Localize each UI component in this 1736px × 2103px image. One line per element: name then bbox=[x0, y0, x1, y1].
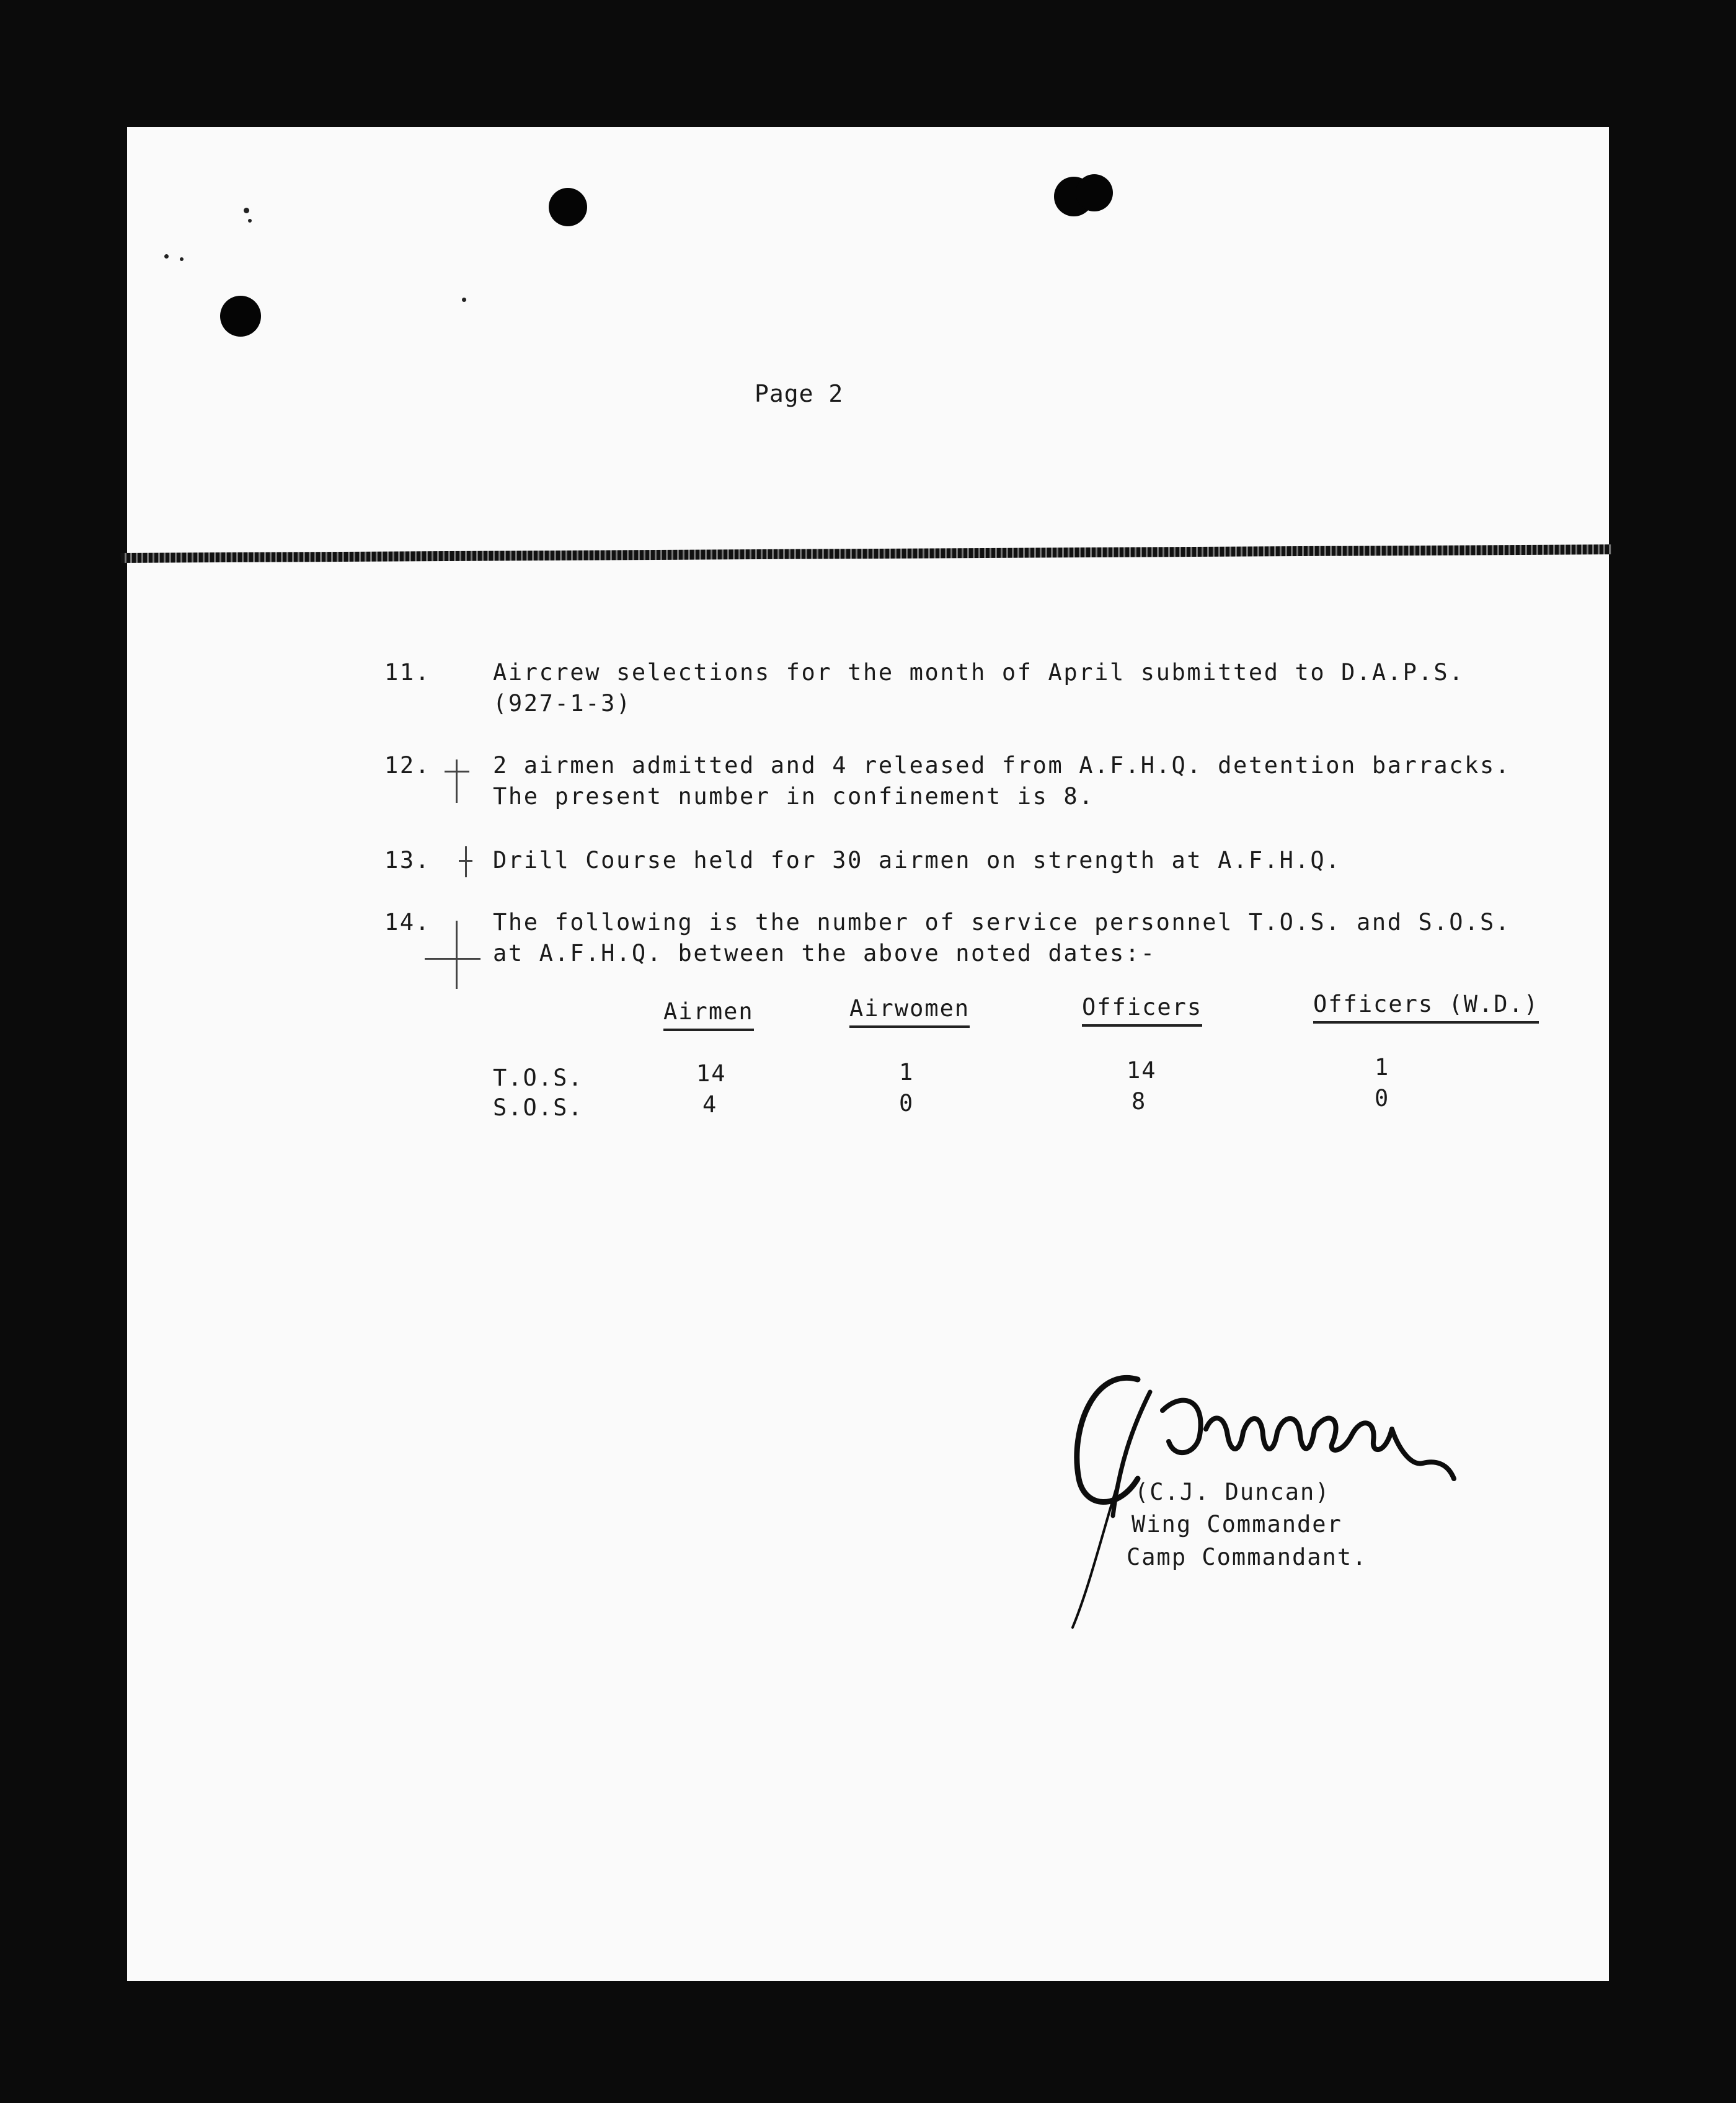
table-cell: 0 bbox=[1375, 1085, 1390, 1112]
paragraph-number: 11. bbox=[384, 659, 431, 686]
table-cell: 8 bbox=[1132, 1088, 1147, 1115]
table-cell: 4 bbox=[702, 1091, 718, 1118]
document-page bbox=[127, 127, 1609, 1981]
pencil-tick-mark bbox=[456, 759, 458, 803]
paragraph-text bbox=[493, 750, 1547, 812]
dust-speck bbox=[180, 257, 184, 261]
dust-speck bbox=[244, 208, 249, 213]
table-cell: 1 bbox=[899, 1059, 914, 1086]
dust-speck bbox=[462, 298, 466, 302]
paragraph-number: 14. bbox=[384, 909, 431, 936]
text-line: Aircrew selections for the month of April submitted to D.A.P.S. bbox=[493, 659, 1465, 686]
dust-speck bbox=[248, 219, 252, 223]
signatory-title: Camp Commandant. bbox=[1127, 1544, 1368, 1570]
page-number: Page 2 bbox=[755, 380, 844, 407]
text-line: at A.F.H.Q. between the above noted dates:- bbox=[493, 940, 1156, 967]
table-header-airmen: Airmen bbox=[663, 998, 754, 1025]
horizontal-rule bbox=[121, 544, 1612, 563]
table-cell: 14 bbox=[1127, 1057, 1157, 1084]
pencil-tick-mark bbox=[465, 846, 467, 877]
table-row-label: S.O.S. bbox=[493, 1094, 583, 1121]
paragraph-text bbox=[493, 907, 1547, 969]
signatory-name: (C.J. Duncan) bbox=[1135, 1479, 1331, 1505]
pencil-tick-mark bbox=[459, 860, 472, 862]
table-cell: 14 bbox=[696, 1060, 727, 1087]
pencil-tick-mark bbox=[425, 958, 480, 960]
paragraph-number: 12. bbox=[384, 752, 431, 779]
paragraph-text bbox=[493, 657, 1547, 719]
text-line: 2 airmen admitted and 4 released from A.F.H.Q. detention barracks. bbox=[493, 752, 1511, 779]
paragraph-number: 13. bbox=[384, 847, 431, 874]
pencil-tick-mark bbox=[445, 771, 469, 773]
table-row-label: T.O.S. bbox=[493, 1065, 583, 1091]
punch-hole bbox=[1076, 174, 1113, 211]
paragraph-text bbox=[493, 845, 1547, 876]
pencil-tick-mark bbox=[456, 921, 458, 989]
text-line: (927-1-3) bbox=[493, 690, 632, 717]
dust-speck bbox=[164, 254, 169, 259]
table-header-officers-wd: Officers (W.D.) bbox=[1313, 991, 1539, 1017]
text-line: Drill Course held for 30 airmen on strength at A.F.H.Q. bbox=[493, 847, 1342, 874]
table-header-airwomen: Airwomen bbox=[849, 995, 970, 1022]
punch-hole bbox=[549, 188, 587, 226]
table-header-officers: Officers bbox=[1082, 994, 1202, 1021]
table-cell: 1 bbox=[1375, 1054, 1390, 1081]
signatory-rank: Wing Commander bbox=[1132, 1511, 1342, 1538]
table-cell: 0 bbox=[899, 1090, 914, 1117]
text-line: The present number in confinement is 8. bbox=[493, 783, 1095, 810]
text-line: The following is the number of service personnel T.O.S. and S.O.S. bbox=[493, 909, 1511, 936]
punch-hole bbox=[220, 296, 261, 337]
